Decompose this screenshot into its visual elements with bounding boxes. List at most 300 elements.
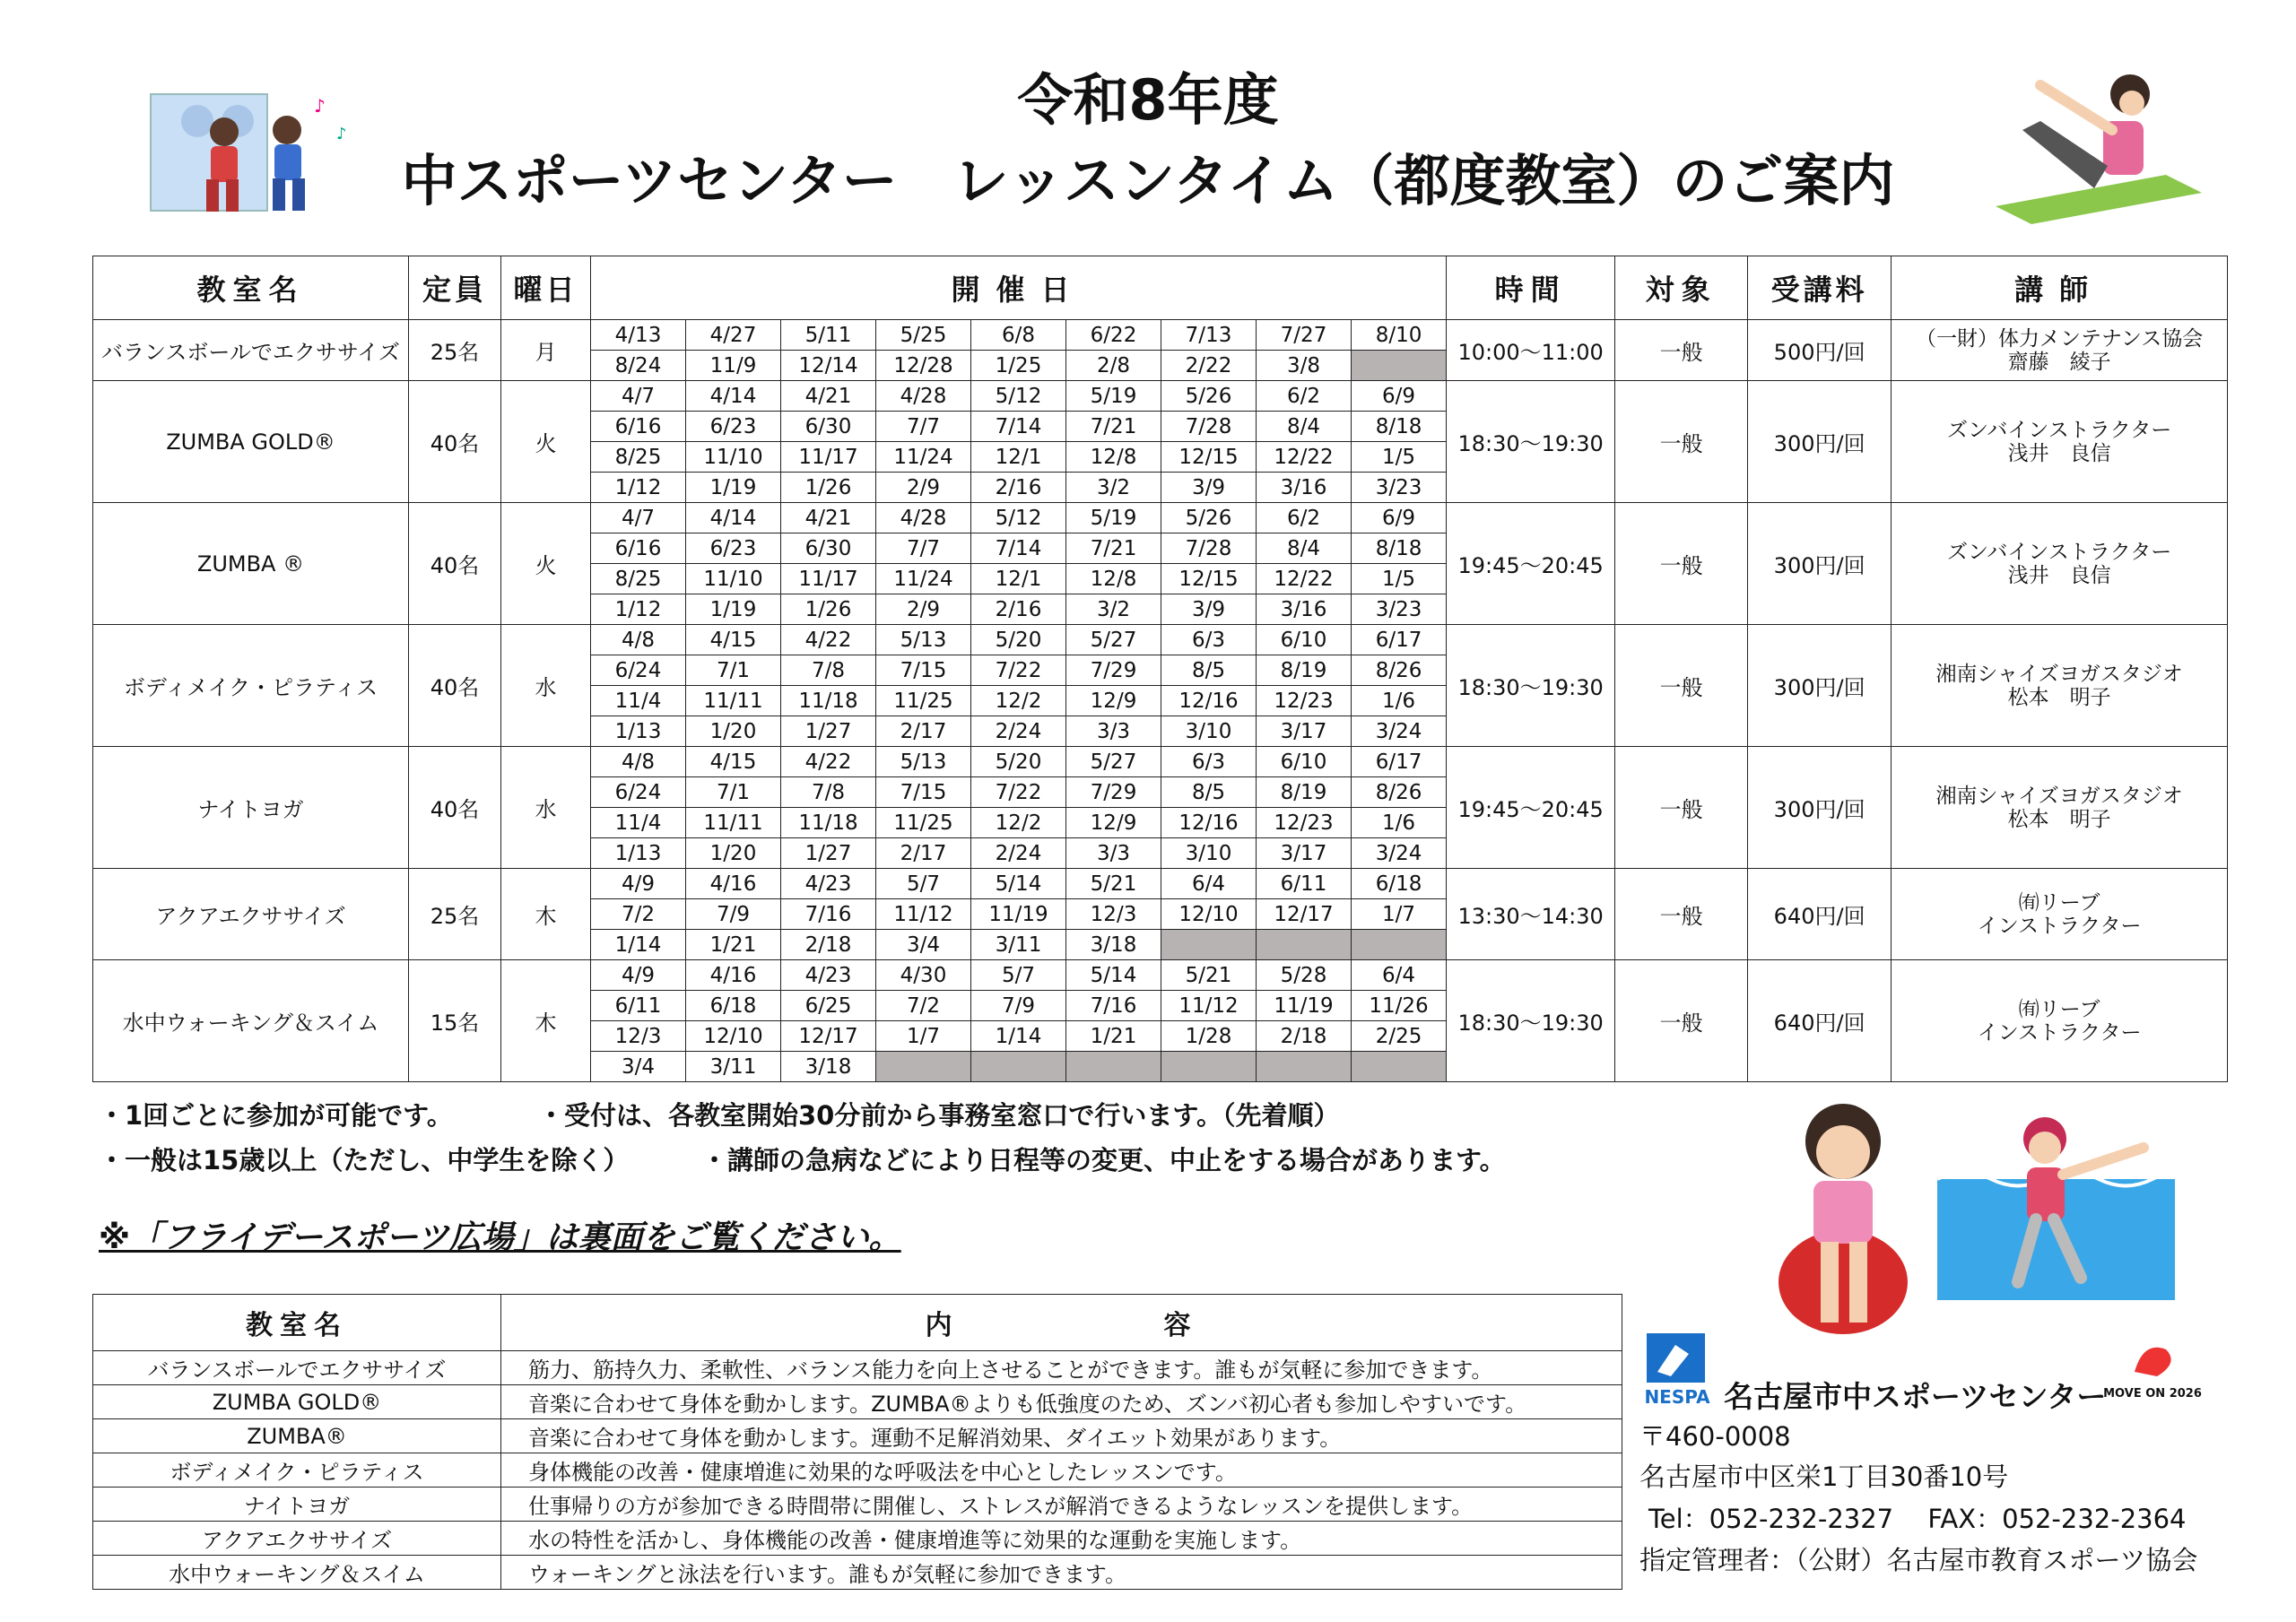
date-cell: 6/30 <box>781 533 876 564</box>
desc-content: 仕事帰りの方が参加できる時間帯に開催し、ストレスが解消できるようなレッスンを提供します。 <box>501 1488 1622 1522</box>
date-cell: 1/5 <box>1352 442 1447 473</box>
date-cell: 7/8 <box>781 777 876 808</box>
description-row <box>93 1351 1622 1385</box>
date-cell: 11/18 <box>781 808 876 838</box>
header-weekday: 曜日 <box>501 256 591 320</box>
date-cell: 4/23 <box>781 960 876 991</box>
date-cell: 3/23 <box>1352 473 1447 503</box>
schedule-row <box>93 320 2228 351</box>
date-cell: 6/30 <box>781 412 876 442</box>
date-cell: 12/28 <box>876 351 971 381</box>
balance-ball-girl-illustration <box>1767 1098 1919 1336</box>
desc-content: ウォーキングと泳法を行います。誰もが気軽に参加できます。 <box>501 1556 1622 1590</box>
date-cell: 1/6 <box>1352 808 1447 838</box>
date-cell: 7/7 <box>876 412 971 442</box>
date-cell: 7/2 <box>876 991 971 1021</box>
date-cell: 4/22 <box>781 625 876 655</box>
date-cell: 3/3 <box>1066 716 1161 747</box>
postal-code: 〒460-0008 <box>1639 1421 1791 1452</box>
instructor-cell <box>1892 320 2228 381</box>
instructor-name: 浅井 良信 <box>2007 563 2111 587</box>
header-fee: 受講料 <box>1748 256 1892 320</box>
time-cell: 10:00～11:00 <box>1447 320 1615 381</box>
instructor-org: ㈲リーブ <box>2018 997 2100 1021</box>
desc-class-name: ナイトヨガ <box>93 1488 501 1522</box>
desc-content: 音楽に合わせて身体を動かします。ZUMBA®よりも低強度のため、ズンバ初心者も参加しやすいです。 <box>501 1385 1622 1419</box>
date-cell: 12/15 <box>1161 564 1257 594</box>
date-cell: 11/24 <box>876 442 971 473</box>
date-cell: 4/21 <box>781 381 876 412</box>
date-cell: 5/11 <box>781 320 876 351</box>
date-cell: 11/9 <box>686 351 781 381</box>
date-cell: 7/28 <box>1161 533 1257 564</box>
date-cell: 5/12 <box>971 381 1066 412</box>
date-cell: 4/9 <box>591 869 686 899</box>
weekday-cell: 水 <box>501 625 591 747</box>
fee-cell: 300円/回 <box>1748 625 1892 747</box>
header-class-name: 教室名 <box>93 256 409 320</box>
date-cell: 3/16 <box>1257 473 1352 503</box>
date-cell: 8/10 <box>1352 320 1447 351</box>
desc-content: 身体機能の改善・健康増進に効果的な呼吸法を中心としたレッスンです。 <box>501 1453 1622 1488</box>
date-cell: 4/27 <box>686 320 781 351</box>
date-cell: 4/28 <box>876 503 971 533</box>
date-cell: 1/27 <box>781 838 876 869</box>
date-cell-empty <box>971 1052 1066 1082</box>
date-cell: 12/17 <box>781 1021 876 1052</box>
date-cell: 4/7 <box>591 381 686 412</box>
date-cell: 5/20 <box>971 747 1066 777</box>
date-cell: 11/10 <box>686 442 781 473</box>
date-cell: 5/19 <box>1066 503 1161 533</box>
back-side-notice: ※「フライデースポーツ広場」は裏面をご覧ください。 <box>99 1219 901 1256</box>
capacity-cell: 40名 <box>409 381 501 503</box>
page-title: 中スポーツセンター レッスンタイム（都度教室）のご案内 <box>401 148 1895 213</box>
date-cell: 4/30 <box>876 960 971 991</box>
header-instructor: 講師 <box>1892 256 2228 320</box>
date-cell: 12/8 <box>1066 564 1161 594</box>
date-cell: 12/2 <box>971 808 1066 838</box>
desc-content: 筋力、筋持久力、柔軟性、バランス能力を向上させることができます。誰もが気軽に参加できます。 <box>501 1351 1622 1385</box>
description-row <box>93 1453 1622 1488</box>
date-cell: 2/9 <box>876 473 971 503</box>
date-cell: 7/9 <box>686 899 781 930</box>
date-cell: 1/14 <box>591 930 686 960</box>
capacity-cell: 40名 <box>409 625 501 747</box>
note-line-1 <box>99 1096 1340 1132</box>
date-cell: 1/12 <box>591 473 686 503</box>
date-cell: 7/14 <box>971 412 1066 442</box>
date-cell: 7/16 <box>781 899 876 930</box>
desc-class-name: アクアエクササイズ <box>93 1522 501 1556</box>
desc-class-name: ZUMBA® <box>93 1419 501 1453</box>
date-cell: 5/26 <box>1161 381 1257 412</box>
note-reception: ・受付は、各教室開始30分前から事務室窓口で行います。（先着順） <box>538 1100 1340 1131</box>
date-cell: 1/7 <box>1352 899 1447 930</box>
date-cell: 2/16 <box>971 473 1066 503</box>
note-per-session: ・1回ごとに参加が可能です。 <box>99 1100 453 1131</box>
instructor-name: 浅井 良信 <box>2007 441 2111 465</box>
instructor-cell <box>1892 503 2228 625</box>
target-cell: 一般 <box>1615 503 1748 625</box>
description-row <box>93 1419 1622 1453</box>
yoga-woman-illustration <box>1987 67 2211 224</box>
date-cell: 6/10 <box>1257 747 1352 777</box>
date-cell: 12/23 <box>1257 686 1352 716</box>
nespa-logo-text: NESPA <box>1644 1386 1710 1408</box>
date-cell: 7/1 <box>686 655 781 686</box>
description-header-row <box>93 1295 1622 1351</box>
date-cell: 1/25 <box>971 351 1066 381</box>
date-cell: 12/17 <box>1257 899 1352 930</box>
header-dates: 開催日 <box>591 256 1447 320</box>
date-cell: 7/15 <box>876 655 971 686</box>
contact-phone-fax: Tel：052-232-2327 FAX：052-232-2364 <box>1648 1504 2187 1534</box>
date-cell: 8/25 <box>591 564 686 594</box>
date-cell: 3/23 <box>1352 594 1447 625</box>
date-cell: 1/21 <box>686 930 781 960</box>
date-cell: 8/26 <box>1352 655 1447 686</box>
move-on-logo-text: MOVE ON 2026 <box>2103 1387 2202 1401</box>
date-cell: 5/14 <box>971 869 1066 899</box>
date-cell: 3/16 <box>1257 594 1352 625</box>
desc-content: 音楽に合わせて身体を動かします。運動不足解消効果、ダイエット効果があります。 <box>501 1419 1622 1453</box>
schedule-row <box>93 503 2228 533</box>
date-cell: 12/2 <box>971 686 1066 716</box>
date-cell: 4/16 <box>686 960 781 991</box>
header-capacity: 定員 <box>409 256 501 320</box>
instructor-cell <box>1892 869 2228 960</box>
date-cell: 7/27 <box>1257 320 1352 351</box>
date-cell: 11/18 <box>781 686 876 716</box>
date-cell: 4/16 <box>686 869 781 899</box>
date-cell: 1/27 <box>781 716 876 747</box>
date-cell: 2/18 <box>781 930 876 960</box>
date-cell: 6/24 <box>591 777 686 808</box>
date-cell: 8/19 <box>1257 655 1352 686</box>
date-cell: 11/25 <box>876 808 971 838</box>
date-cell: 6/18 <box>1352 869 1447 899</box>
date-cell: 5/7 <box>876 869 971 899</box>
date-cell: 3/9 <box>1161 473 1257 503</box>
date-cell: 1/14 <box>971 1021 1066 1052</box>
date-cell: 7/13 <box>1161 320 1257 351</box>
date-cell: 1/13 <box>591 838 686 869</box>
date-cell: 12/22 <box>1257 442 1352 473</box>
date-cell: 3/2 <box>1066 473 1161 503</box>
instructor-org: ㈲リーブ <box>2018 890 2100 915</box>
header-target: 対象 <box>1615 256 1748 320</box>
date-cell: 6/23 <box>686 412 781 442</box>
date-cell: 2/17 <box>876 716 971 747</box>
date-cell: 6/11 <box>591 991 686 1021</box>
capacity-cell: 25名 <box>409 869 501 960</box>
date-cell: 6/8 <box>971 320 1066 351</box>
date-cell: 1/20 <box>686 716 781 747</box>
designated-manager: 指定管理者：（公財）名古屋市教育スポーツ協会 <box>1639 1545 2198 1575</box>
date-cell: 1/6 <box>1352 686 1447 716</box>
address: 名古屋市中区栄1丁目30番10号 <box>1639 1462 2009 1492</box>
date-cell: 6/17 <box>1352 625 1447 655</box>
date-cell: 7/16 <box>1066 991 1161 1021</box>
schedule-row <box>93 625 2228 655</box>
date-cell: 11/10 <box>686 564 781 594</box>
date-cell: 8/18 <box>1352 533 1447 564</box>
time-cell: 18:30～19:30 <box>1447 381 1615 503</box>
target-cell: 一般 <box>1615 869 1748 960</box>
date-cell: 7/15 <box>876 777 971 808</box>
move-on-logo <box>2103 1336 2202 1408</box>
date-cell: 6/18 <box>686 991 781 1021</box>
date-cell: 12/1 <box>971 442 1066 473</box>
date-cell: 11/24 <box>876 564 971 594</box>
instructor-cell <box>1892 747 2228 869</box>
target-cell: 一般 <box>1615 625 1748 747</box>
date-cell: 6/2 <box>1257 503 1352 533</box>
capacity-cell: 40名 <box>409 503 501 625</box>
date-cell: 4/15 <box>686 747 781 777</box>
weekday-cell: 月 <box>501 320 591 381</box>
description-row <box>93 1488 1622 1522</box>
date-cell: 11/25 <box>876 686 971 716</box>
date-cell-empty <box>876 1052 971 1082</box>
date-cell: 3/11 <box>686 1052 781 1082</box>
date-cell: 8/26 <box>1352 777 1447 808</box>
instructor-name: 松本 明子 <box>2007 807 2111 831</box>
date-cell: 5/27 <box>1066 625 1161 655</box>
date-cell: 4/7 <box>591 503 686 533</box>
date-cell: 8/19 <box>1257 777 1352 808</box>
date-cell: 2/22 <box>1161 351 1257 381</box>
date-cell: 11/17 <box>781 442 876 473</box>
date-cell: 5/20 <box>971 625 1066 655</box>
date-cell: 8/4 <box>1257 412 1352 442</box>
date-cell: 2/24 <box>971 716 1066 747</box>
date-cell: 3/10 <box>1161 838 1257 869</box>
fee-cell: 640円/回 <box>1748 960 1892 1082</box>
weekday-cell: 木 <box>501 869 591 960</box>
fee-cell: 300円/回 <box>1748 747 1892 869</box>
description-row <box>93 1385 1622 1419</box>
time-cell: 13:30～14:30 <box>1447 869 1615 960</box>
date-cell: 12/9 <box>1066 686 1161 716</box>
date-cell: 12/9 <box>1066 808 1161 838</box>
date-cell: 5/19 <box>1066 381 1161 412</box>
date-cell: 5/13 <box>876 625 971 655</box>
desc-header-class-name: 教室名 <box>93 1295 501 1351</box>
fee-cell: 500円/回 <box>1748 320 1892 381</box>
date-cell: 11/17 <box>781 564 876 594</box>
date-cell: 5/21 <box>1161 960 1257 991</box>
date-cell: 4/8 <box>591 625 686 655</box>
date-cell: 7/1 <box>686 777 781 808</box>
date-cell: 6/10 <box>1257 625 1352 655</box>
date-cell: 4/28 <box>876 381 971 412</box>
target-cell: 一般 <box>1615 381 1748 503</box>
organization-name: 名古屋市中スポーツセンター <box>1724 1379 2107 1414</box>
instructor-org: ズンバインストラクター <box>1947 418 2172 442</box>
class-name-cell: ZUMBA GOLD® <box>93 381 409 503</box>
date-cell-empty <box>1066 1052 1161 1082</box>
date-cell: 3/4 <box>591 1052 686 1082</box>
desc-class-name: バランスボールでエクササイズ <box>93 1351 501 1385</box>
date-cell: 3/18 <box>781 1052 876 1082</box>
time-cell: 18:30～19:30 <box>1447 960 1615 1082</box>
date-cell: 2/18 <box>1257 1021 1352 1052</box>
date-cell: 3/3 <box>1066 838 1161 869</box>
instructor-org: 湘南シャイズヨガスタジオ <box>1935 662 2183 686</box>
desc-content: 水の特性を活かし、身体機能の改善・健康増進等に効果的な運動を実施します。 <box>501 1522 1622 1556</box>
date-cell: 12/15 <box>1161 442 1257 473</box>
instructor-org: ズンバインストラクター <box>1947 540 2172 564</box>
class-name-cell: ナイトヨガ <box>93 747 409 869</box>
date-cell: 12/3 <box>1066 899 1161 930</box>
target-cell: 一般 <box>1615 747 1748 869</box>
capacity-cell: 15名 <box>409 960 501 1082</box>
date-cell: 11/26 <box>1352 991 1447 1021</box>
date-cell: 6/16 <box>591 412 686 442</box>
description-table <box>92 1294 1622 1590</box>
date-cell-empty <box>1161 1052 1257 1082</box>
date-cell: 12/1 <box>971 564 1066 594</box>
date-cell: 7/28 <box>1161 412 1257 442</box>
date-cell: 11/19 <box>971 899 1066 930</box>
date-cell: 4/14 <box>686 503 781 533</box>
svg-text:♪: ♪ <box>336 125 347 143</box>
date-cell: 1/20 <box>686 838 781 869</box>
date-cell: 12/22 <box>1257 564 1352 594</box>
date-cell: 12/16 <box>1161 808 1257 838</box>
date-cell: 4/13 <box>591 320 686 351</box>
date-cell: 6/4 <box>1352 960 1447 991</box>
date-cell: 4/8 <box>591 747 686 777</box>
date-cell: 1/26 <box>781 473 876 503</box>
date-cell: 7/22 <box>971 655 1066 686</box>
instructor-cell <box>1892 960 2228 1082</box>
date-cell: 6/11 <box>1257 869 1352 899</box>
date-cell: 5/28 <box>1257 960 1352 991</box>
note-general-age: ・一般は15歳以上（ただし、中学生を除く） <box>99 1145 630 1175</box>
schedule-row <box>93 869 2228 899</box>
title-year: 令和8年度 <box>1017 67 1279 133</box>
capacity-cell: 40名 <box>409 747 501 869</box>
class-name-cell: アクアエクササイズ <box>93 869 409 960</box>
date-cell: 3/2 <box>1066 594 1161 625</box>
date-cell: 12/16 <box>1161 686 1257 716</box>
date-cell: 12/3 <box>591 1021 686 1052</box>
date-cell: 7/14 <box>971 533 1066 564</box>
date-cell: 6/3 <box>1161 747 1257 777</box>
weekday-cell: 火 <box>501 503 591 625</box>
date-cell-empty <box>1161 930 1257 960</box>
instructor-cell <box>1892 625 2228 747</box>
date-cell: 2/9 <box>876 594 971 625</box>
date-cell: 7/9 <box>971 991 1066 1021</box>
class-name-cell: バランスボールでエクササイズ <box>93 320 409 381</box>
date-cell: 1/12 <box>591 594 686 625</box>
date-cell: 8/5 <box>1161 655 1257 686</box>
date-cell-empty <box>1352 1052 1447 1082</box>
instructor-org: 湘南シャイズヨガスタジオ <box>1935 784 2183 808</box>
date-cell: 4/9 <box>591 960 686 991</box>
date-cell: 8/24 <box>591 351 686 381</box>
date-cell: 1/26 <box>781 594 876 625</box>
date-cell: 8/18 <box>1352 412 1447 442</box>
date-cell: 11/11 <box>686 686 781 716</box>
date-cell: 5/7 <box>971 960 1066 991</box>
date-cell: 8/4 <box>1257 533 1352 564</box>
date-cell: 6/25 <box>781 991 876 1021</box>
instructor-name: 松本 明子 <box>2007 685 2111 709</box>
schedule-table <box>92 256 2228 1082</box>
date-cell: 4/14 <box>686 381 781 412</box>
date-cell: 6/17 <box>1352 747 1447 777</box>
date-cell: 12/23 <box>1257 808 1352 838</box>
date-cell: 5/25 <box>876 320 971 351</box>
fee-cell: 300円/回 <box>1748 503 1892 625</box>
date-cell: 3/17 <box>1257 838 1352 869</box>
date-cell: 1/5 <box>1352 564 1447 594</box>
date-cell: 5/21 <box>1066 869 1161 899</box>
date-cell: 8/25 <box>591 442 686 473</box>
date-cell: 7/29 <box>1066 777 1161 808</box>
class-name-cell: ボディメイク・ピラティス <box>93 625 409 747</box>
date-cell: 11/12 <box>876 899 971 930</box>
date-cell: 2/16 <box>971 594 1066 625</box>
date-cell: 12/14 <box>781 351 876 381</box>
instructor-name: 齋藤 綾子 <box>2007 350 2111 374</box>
date-cell: 5/26 <box>1161 503 1257 533</box>
date-cell: 3/17 <box>1257 716 1352 747</box>
date-cell: 7/7 <box>876 533 971 564</box>
swimming-woman-illustration <box>1937 1112 2175 1300</box>
date-cell: 6/23 <box>686 533 781 564</box>
date-cell-empty <box>1352 351 1447 381</box>
date-cell: 11/19 <box>1257 991 1352 1021</box>
note-schedule-change: ・講師の急病などにより日程等の変更、中止をする場合があります。 <box>701 1145 1506 1175</box>
date-cell: 5/12 <box>971 503 1066 533</box>
date-cell: 7/29 <box>1066 655 1161 686</box>
date-cell: 5/13 <box>876 747 971 777</box>
date-cell: 1/28 <box>1161 1021 1257 1052</box>
schedule-row <box>93 960 2228 991</box>
svg-text:♪: ♪ <box>314 95 326 117</box>
date-cell: 11/11 <box>686 808 781 838</box>
date-cell: 5/14 <box>1066 960 1161 991</box>
class-name-cell: 水中ウォーキング＆スイム <box>93 960 409 1082</box>
date-cell: 11/4 <box>591 808 686 838</box>
date-cell: 7/21 <box>1066 412 1161 442</box>
header-time: 時間 <box>1447 256 1615 320</box>
date-cell: 7/2 <box>591 899 686 930</box>
date-cell: 2/25 <box>1352 1021 1447 1052</box>
date-cell: 4/15 <box>686 625 781 655</box>
fee-cell: 300円/回 <box>1748 381 1892 503</box>
date-cell: 12/8 <box>1066 442 1161 473</box>
instructor-name: インストラクター <box>1977 914 2142 938</box>
instructor-org: （一財）体力メンテナンス協会 <box>1916 326 2204 351</box>
date-cell: 12/10 <box>1161 899 1257 930</box>
class-name-cell: ZUMBA ® <box>93 503 409 625</box>
date-cell: 8/5 <box>1161 777 1257 808</box>
date-cell: 1/13 <box>591 716 686 747</box>
date-cell: 11/4 <box>591 686 686 716</box>
date-cell: 3/4 <box>876 930 971 960</box>
desc-class-name: ボディメイク・ピラティス <box>93 1453 501 1488</box>
schedule-row <box>93 747 2228 777</box>
schedule-row <box>93 381 2228 412</box>
date-cell-empty <box>1352 930 1447 960</box>
